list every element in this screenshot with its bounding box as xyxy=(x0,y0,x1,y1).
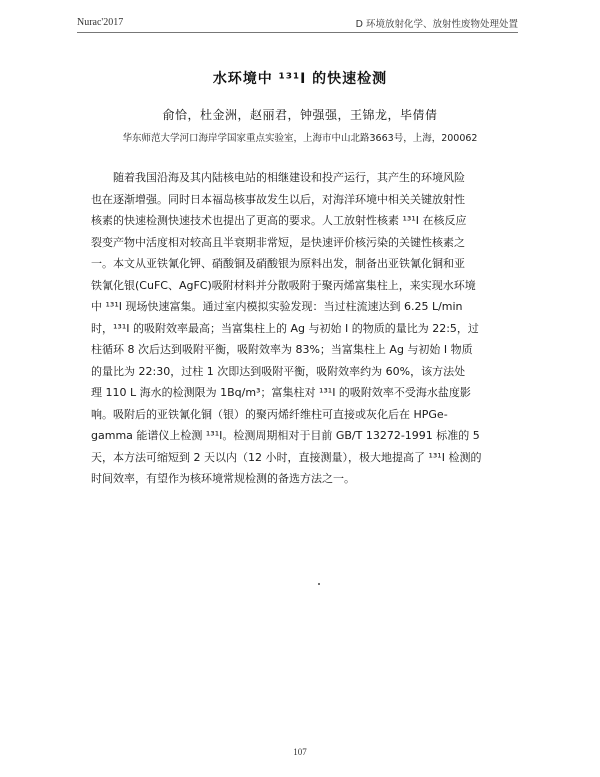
scan-speck xyxy=(318,583,320,585)
page-number: 107 xyxy=(293,747,307,757)
abstract-line: 的量比为 22:30，过柱 1 次即达到吸附平衡，吸附效率约为 60%，该方法处 xyxy=(91,364,466,378)
author-list: 俞恰，杜金洲，赵丽君，钟强强，王锦龙，毕倩倩 xyxy=(162,108,438,122)
abstract-body xyxy=(91,167,515,490)
abstract-line: 核素的快速检测快速技术也提出了更高的要求。人工放射性核素 ¹³¹I 在核反应 xyxy=(91,214,467,227)
abstract-line: 柱循环 8 次后达到吸附平衡，吸附效率为 83%；当富集柱上 Ag 与初始 I 物质 xyxy=(91,343,473,356)
abstract-line: gamma 能谱仪上检测 ¹³¹I。检测周期相对于目前 GB/T 13272-1991 标准的 5 xyxy=(91,429,480,442)
journal-header: Nurac'2017 xyxy=(77,17,124,28)
abstract-line: 一。本文从亚铁氰化钾、硝酸铜及硝酸银为原料出发，制备出亚铁氰化铜和亚 xyxy=(91,257,465,270)
abstract-line: 随着我国沿海及其内陆核电站的相继建设和投产运行，其产生的环境风险 xyxy=(113,171,465,184)
abstract-line: 时间效率，有望作为核环境常规检测的备选方法之一。 xyxy=(91,472,355,485)
affiliation: 华东师范大学河口海岸学国家重点实验室，上海市中山北路3663号，上海，200062 xyxy=(122,133,478,144)
abstract-line: 铁氰化银(CuFC、AgFC)吸附材料并分散吸附于聚丙烯富集柱上，来实现水环境 xyxy=(91,278,476,292)
paper-title: 水环境中 ¹³¹I 的快速检测 xyxy=(212,71,388,87)
abstract-line: 也在逐渐增强。同时日本福岛核事故发生以后，对海洋环境中相关关键放射性 xyxy=(91,192,465,206)
header-divider xyxy=(77,32,518,33)
abstract-line: 中 ¹³¹I 现场快速富集。通过室内模拟实验发现：当过柱流速达到 6.25 L/min xyxy=(91,300,463,313)
abstract-line: 时，¹³¹I 的吸附效率最高；当富集柱上的 Ag 与初始 I 的物质的量比为 22:5，过 xyxy=(91,321,479,335)
section-header: D 环境放射化学、放射性废物处理处置 xyxy=(355,19,518,30)
abstract-line: 天，本方法可缩短到 2 天以内（12 小时，直接测量），极大地提高了 ¹³¹I 检测的 xyxy=(91,450,482,464)
abstract-line: 裂变产物中活度相对较高且半衰期非常短，是快速评价核污染的关键性核素之 xyxy=(91,235,465,249)
abstract-line: 理 110 L 海水的检测限为 1Bq/m³；富集柱对 ¹³¹I 的吸附效率不受海水盐度影 xyxy=(91,386,471,399)
abstract-line: 响。吸附后的亚铁氰化铜（银）的聚丙烯纤维柱可直接或灰化后在 HPGe- xyxy=(91,407,448,421)
